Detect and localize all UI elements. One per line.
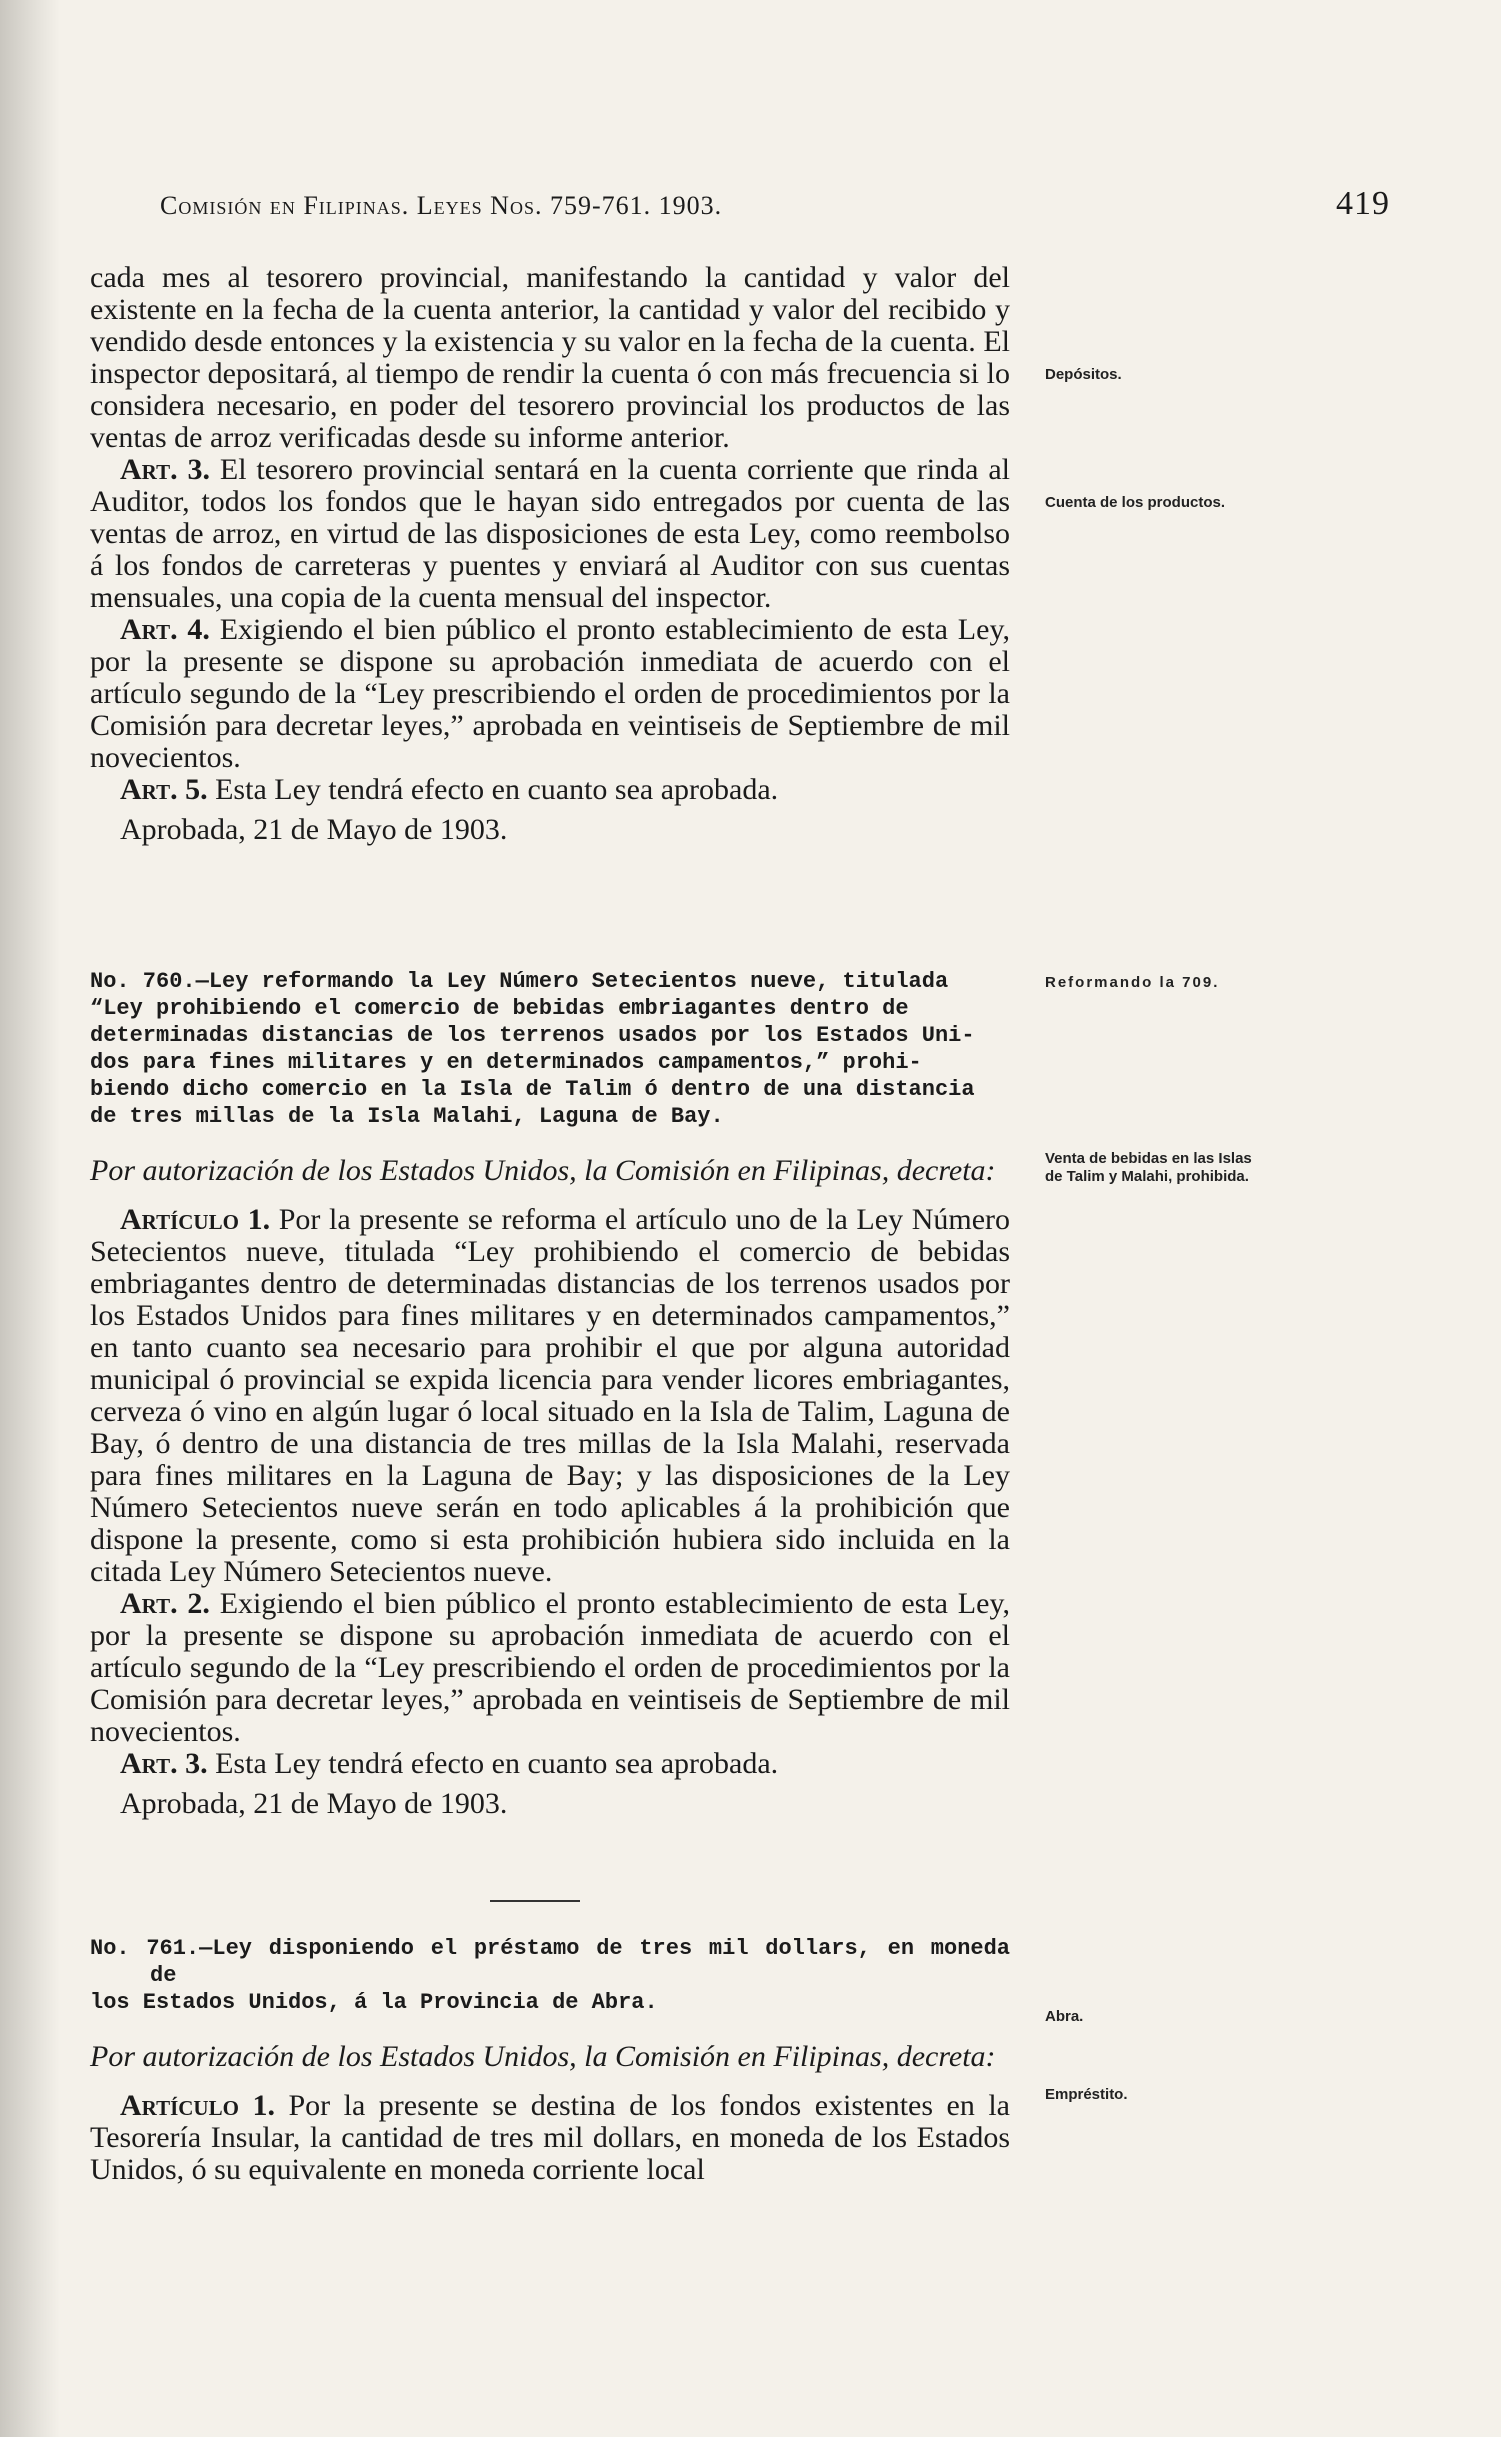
article-3 (90, 1748, 1010, 1780)
law-760-title (90, 968, 1010, 1130)
article-5 (90, 774, 1010, 806)
article-text: Exigiendo el bien público el pronto establecimiento de esta Ley, por la presente se dispone su aprobación inmediata de acuerdo con el artículo segundo de la “Ley prescribiendo el orden de procedimientos por la Comisión para decretar leyes,” aprobada en veintiseis de Septiembre de mil novecientos. (90, 613, 1011, 774)
title-line: “Ley prohibiendo el comercio de bebidas embriagantes dentro de (90, 996, 909, 1021)
title-line: de tres millas de la Isla Malahi, Laguna de Bay. (90, 1104, 724, 1129)
title-line: No. 760.—Ley reformando la Ley Número Setecientos nueve, titulada (90, 969, 949, 994)
article-text: Por la presente se reforma el artículo uno de la Ley Número Setecientos nueve, titulada “Ley prohibiendo el comercio de bebidas embriagantes dentro de determinadas distancias de los terrenos usados por los Estados Unidos para fines militares y en determinados campamentos,” en tanto cuanto sea necesario para prohibir el que por alguna autoridad municipal ó provincial se expida licencia para vender licores embriagantes, cerveza ó vino en algún lugar ó local situado en la Isla de Talim, Laguna de Bay, ó dentro de una distancia de tres millas de la Isla Malahi, reservada para fines militares en la Laguna de Bay; y las disposiciones de la Ley Número Setecientos nueve serán en todo aplicables á la prohibición que dispone la presente, como si esta prohibición hubiera sido incluida en la citada Ley Número Setecientos nueve. (90, 1203, 1011, 1588)
title-line: biendo dicho comercio en la Isla de Talim ó dentro de una distancia (90, 1077, 975, 1102)
approval-date: Aprobada, 21 de Mayo de 1903. (120, 1787, 508, 1820)
margin-note-emprestito: Empréstito. (1045, 2086, 1128, 2103)
enacting-clause: Por autorización de los Estados Unidos, la Comisión en Filipinas, decreta: (90, 2040, 996, 2073)
article-2 (90, 1588, 1010, 1748)
article-label: Art. 3. (120, 453, 210, 486)
law-761 (90, 1935, 1010, 2186)
title-line: No. 761.—Ley disponiendo el préstamo de tres mil dollars, en moneda de (90, 1936, 1010, 1988)
article-label: Artículo 1. (120, 1203, 271, 1236)
article-label: Art. 2. (120, 1587, 210, 1620)
approval-date: Aprobada, 21 de Mayo de 1903. (120, 813, 508, 846)
page-number: 419 (1336, 185, 1390, 222)
margin-note-venta-bebidas: Venta de bebidas en las Islas de Talim y Malahi, prohibida. (1045, 1150, 1252, 1185)
running-title: Comisión en Filipinas. Leyes Nos. 759-761. 1903. (160, 191, 723, 220)
article-label: Art. 5. (120, 773, 208, 806)
page-edge-shadow (0, 0, 60, 2437)
margin-note-depositos: Depósitos. (1045, 366, 1122, 383)
article-text: Exigiendo el bien público el pronto establecimiento de esta Ley, por la presente se dispone su aprobación inmediata de acuerdo con el artículo segundo de la “Ley prescribiendo el orden de procedimientos por la Comisión para decretar leyes,” aprobada en veintiseis de Septiembre de mil novecientos. (90, 1587, 1011, 1748)
margin-note-cuenta-productos: Cuenta de los productos. (1045, 494, 1226, 511)
title-line: determinadas distancias de los terrenos usados por los Estados Uni- (90, 1023, 975, 1048)
article-label: Art. 3. (120, 1747, 208, 1780)
enacting-clause: Por autorización de los Estados Unidos, la Comisión en Filipinas, decreta: (90, 1154, 996, 1187)
margin-note-abra: Abra. (1045, 2008, 1084, 2025)
page-header (160, 185, 1390, 225)
continuation-paragraph: cada mes al tesorero provincial, manifestando la cantidad y valor del existente en la fecha de la cuenta anterior, la cantidad y valor del recibido y vendido desde entonces y la existencia y su valor en la fecha de la cuenta. El inspector depositará, al tiempo de rendir la cuenta ó con más frecuencia si lo considera necesario, en poder del tesorero provincial los productos de las ventas de arroz verificadas desde su informe anterior. (90, 261, 1010, 454)
section-divider (490, 1900, 580, 1902)
article-1 (90, 2090, 1010, 2186)
law-761-title (90, 1935, 1010, 2016)
title-line: dos para fines militares y en determinados campamentos,” prohi- (90, 1050, 922, 1075)
article-3 (90, 454, 1010, 614)
article-1 (90, 1204, 1010, 1588)
previous-law-continuation (90, 262, 1010, 846)
margin-note-reformando: Reformando la 709. (1045, 974, 1220, 991)
article-label: Artículo 1. (120, 2089, 275, 2122)
article-text: Esta Ley tendrá efecto en cuanto sea aprobada. (215, 1747, 779, 1780)
article-text: Esta Ley tendrá efecto en cuanto sea aprobada. (215, 773, 779, 806)
article-text: Por la presente se destina de los fondos existentes en la Tesorería Insular, la cantidad de tres mil dollars, en moneda de los Estados Unidos, ó su equivalente en moneda corriente local (90, 2089, 1011, 2186)
law-760 (90, 968, 1010, 1820)
article-text: El tesorero provincial sentará en la cuenta corriente que rinda al Auditor, todos los fondos que le hayan sido entregados por cuenta de las ventas de arroz, en virtud de las disposiciones de esta Ley, como reembolso á los fondos de carreteras y puentes y enviará al Auditor con sus cuentas mensuales, una copia de la cuenta mensual del inspector. (90, 453, 1010, 614)
title-line: los Estados Unidos, á la Provincia de Abra. (90, 1990, 658, 2015)
article-label: Art. 4. (120, 613, 210, 646)
article-4 (90, 614, 1010, 774)
